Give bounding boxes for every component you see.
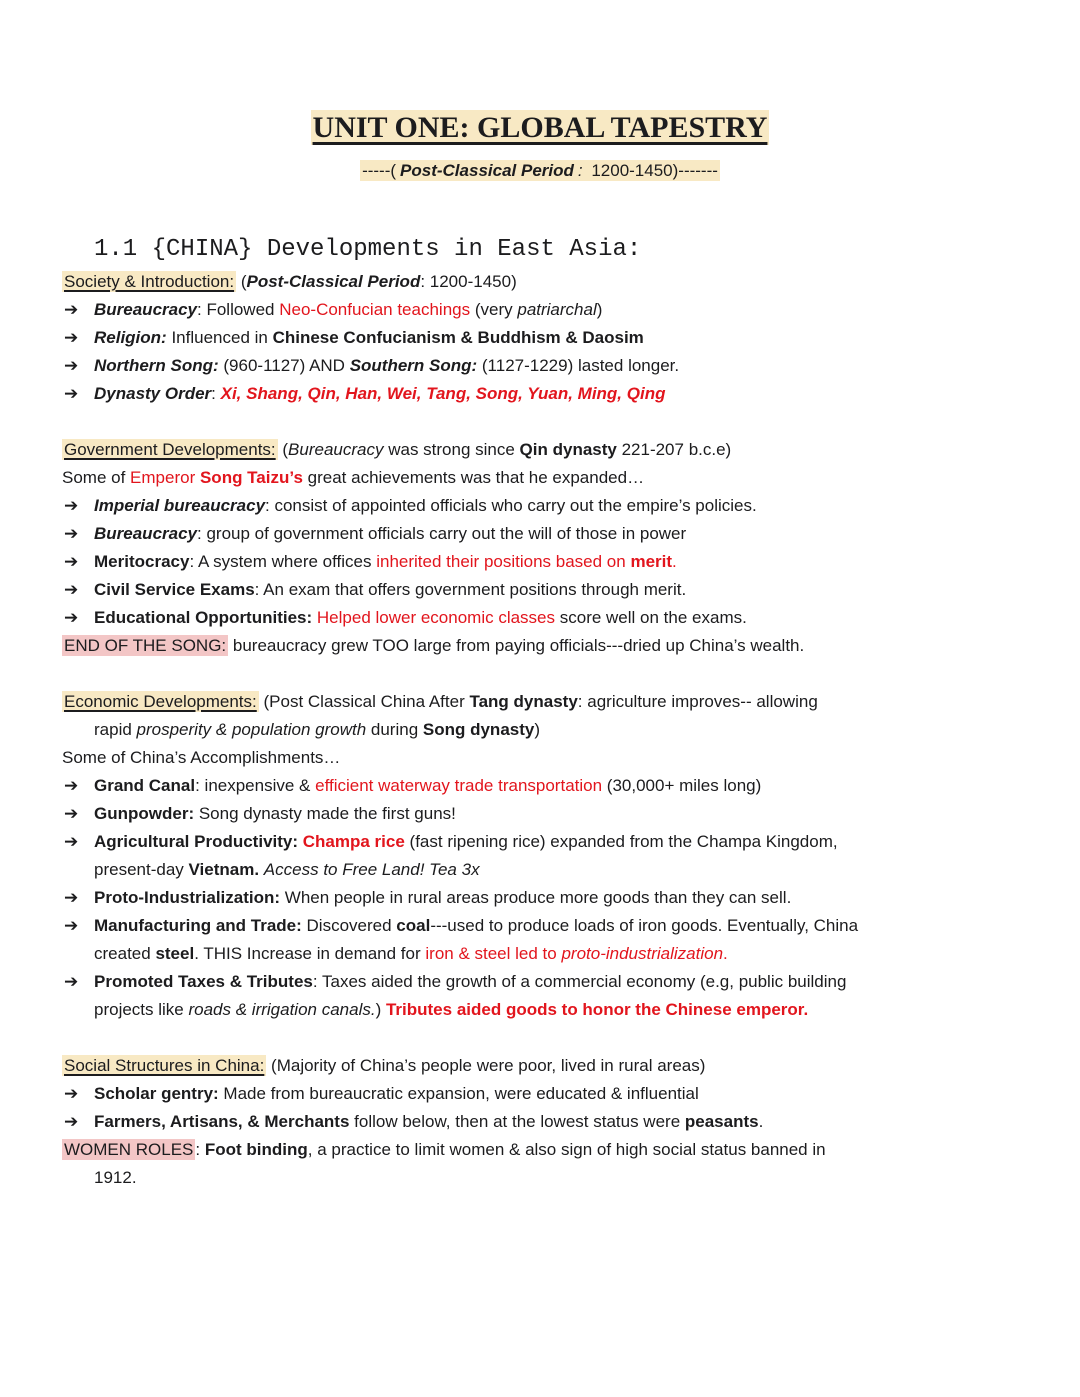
society-intro-heading	[62, 268, 1018, 296]
text-segment: roads & irrigation canals.	[188, 1000, 376, 1019]
text-segment: (very	[470, 300, 518, 319]
text-segment: : consist of appointed officials who carry out the empire’s policies.	[265, 496, 757, 515]
text-segment: Agricultural Productivity:	[94, 832, 299, 851]
text-segment: Educational Opportunities:	[94, 608, 313, 627]
bullet-taxes-tributes	[62, 968, 1018, 1024]
arrow-bullet-icon: ➔	[64, 804, 79, 823]
text-segment: 1200-1450)-------	[586, 161, 718, 180]
text-segment: created	[94, 944, 156, 963]
spacer	[62, 186, 1018, 232]
text-segment: coal	[396, 916, 431, 935]
text-segment: peasants	[684, 1112, 759, 1131]
doc-title	[62, 106, 1018, 150]
bullet-grand-canal	[62, 772, 1018, 800]
text-segment: Some of China’s Accomplishments…	[62, 748, 341, 767]
end-of-song-line	[62, 632, 1018, 660]
text-segment: Chinese Confucianism & Buddhism & Daosim	[272, 328, 644, 347]
section-heading-1-1	[62, 232, 1018, 268]
arrow-bullet-icon: ➔	[64, 552, 79, 571]
text-segment: Tang dynasty	[469, 692, 578, 711]
text-segment: )	[534, 720, 541, 739]
spacer	[62, 1024, 1018, 1052]
text-segment: WOMEN ROLES	[64, 1140, 194, 1159]
arrow-bullet-icon: ➔	[64, 524, 79, 543]
text-segment: :	[211, 384, 221, 403]
text-segment: UNIT ONE: GLOBAL TAPESTRY	[312, 111, 768, 144]
bullet-farmers-artisans-merchants	[62, 1108, 1018, 1136]
text-segment: :	[577, 161, 583, 180]
arrow-bullet-icon: ➔	[64, 1112, 79, 1131]
text-segment: (30,000+ miles long)	[602, 776, 762, 795]
text-segment: Discovered	[301, 916, 397, 935]
text-segment: iron & steel led to	[425, 944, 562, 963]
text-segment: Dynasty Order	[94, 384, 212, 403]
spacer	[62, 660, 1018, 688]
arrow-bullet-icon: ➔	[64, 916, 79, 935]
arrow-bullet-icon: ➔	[64, 608, 79, 627]
text-segment: Bureaucracy	[94, 300, 198, 319]
text-segment: Social Structures in China:	[64, 1056, 265, 1075]
text-segment: Civil Service Exams	[94, 580, 255, 599]
text-segment: 1.1 {CHINA} Developments in East Asia:	[94, 236, 642, 263]
text-segment: present-day	[94, 860, 189, 879]
text-segment: Promoted Taxes & Tributes	[94, 972, 313, 991]
text-segment: Economic Developments:	[64, 692, 257, 711]
bullet-imperial-bureaucracy	[62, 492, 1018, 520]
text-segment: , a practice to limit women & also sign of high social status banned in	[307, 1140, 826, 1159]
arrow-bullet-icon: ➔	[64, 972, 79, 991]
text-segment: Post-Classical Period	[400, 161, 574, 180]
text-segment: : Followed	[197, 300, 280, 319]
doc-subtitle	[62, 156, 1018, 186]
text-segment: Imperial bureaucracy	[94, 496, 266, 515]
text-segment: .	[672, 552, 677, 571]
arrow-bullet-icon: ➔	[64, 356, 79, 375]
arrow-bullet-icon: ➔	[64, 300, 79, 319]
text-segment: Foot binding	[204, 1140, 308, 1159]
text-segment: was strong since	[383, 440, 520, 459]
text-segment: Scholar gentry:	[94, 1084, 219, 1103]
arrow-bullet-icon: ➔	[64, 496, 79, 515]
text-segment: : Taxes aided the growth of a commercial economy (e.g, public building	[312, 972, 847, 991]
text-segment: Helped lower economic classes	[316, 608, 556, 627]
text-segment: merit	[630, 552, 673, 571]
text-segment: : 1200-1450)	[420, 272, 517, 291]
text-segment: projects like	[94, 1000, 189, 1019]
text-segment: Champa rice	[302, 832, 405, 851]
text-segment: (	[236, 272, 247, 291]
text-segment: (1127-1229) lasted longer.	[477, 356, 680, 375]
bullet-meritocracy	[62, 548, 1018, 576]
text-segment: rapid	[94, 720, 137, 739]
text-segment: Manufacturing and Trade:	[94, 916, 302, 935]
text-segment: Vietnam.	[188, 860, 260, 879]
arrow-bullet-icon: ➔	[64, 832, 79, 851]
text-segment: When people in rural areas produce more goods than they can sell.	[280, 888, 792, 907]
text-segment: : An exam that offers government positions through merit.	[254, 580, 687, 599]
text-segment: ---used to produce loads of iron goods. Eventually, China	[430, 916, 859, 935]
text-segment: )	[375, 1000, 386, 1019]
text-segment: : A system where offices	[189, 552, 377, 571]
text-segment: Qin dynasty	[519, 440, 617, 459]
text-segment: prosperity & population growth	[136, 720, 367, 739]
bullet-agricultural-productivity	[62, 828, 1018, 884]
bullet-scholar-gentry	[62, 1080, 1018, 1108]
bullet-religion	[62, 324, 1018, 352]
arrow-bullet-icon: ➔	[64, 888, 79, 907]
text-segment: during	[366, 720, 423, 739]
text-segment: Religion:	[94, 328, 167, 347]
social-structures-heading	[62, 1052, 1018, 1080]
text-segment: Bureaucracy	[94, 524, 198, 543]
text-segment: Bureaucracy	[288, 440, 384, 459]
text-segment: Influenced in	[166, 328, 273, 347]
text-segment: (960-1127) AND	[218, 356, 350, 375]
bullet-bureaucracy	[62, 296, 1018, 324]
text-segment: Song dynasty made the first guns!	[194, 804, 456, 823]
text-segment: bureaucracy grew TOO large from paying officials---dried up China’s wealth.	[228, 636, 805, 655]
text-segment: Song dynasty	[422, 720, 535, 739]
economic-developments-heading	[62, 688, 1018, 744]
text-segment: steel	[155, 944, 195, 963]
text-segment: Gunpowder:	[94, 804, 195, 823]
text-segment: 221-207 b.c.e)	[616, 440, 732, 459]
bullet-dynasty-order	[62, 380, 1018, 408]
text-segment: Meritocracy	[94, 552, 190, 571]
text-segment: Song Taizu’s	[199, 468, 303, 487]
text-segment: Proto-Industrialization:	[94, 888, 281, 907]
arrow-bullet-icon: ➔	[64, 384, 79, 403]
text-segment: (Majority of China’s people were poor, lived in rural areas)	[266, 1056, 706, 1075]
text-segment: Emperor	[130, 468, 200, 487]
text-segment: -----(	[362, 161, 397, 180]
text-segment: efficient waterway trade transportation	[315, 776, 603, 795]
text-segment: Post-Classical Period	[246, 272, 421, 291]
text-segment: Northern Song:	[94, 356, 219, 375]
accomplishments-line	[62, 744, 1018, 772]
text-segment: Southern Song:	[349, 356, 478, 375]
text-segment: patriarchal	[517, 300, 597, 319]
text-segment: Grand Canal	[94, 776, 196, 795]
text-segment: : agriculture improves-- allowing	[577, 692, 818, 711]
text-segment: END OF THE SONG:	[64, 636, 227, 655]
text-segment: : group of government officials carry out the will of those in power	[197, 524, 687, 543]
bullet-bureaucracy-2	[62, 520, 1018, 548]
text-segment: Neo-Confucian teachings	[279, 300, 471, 319]
text-segment: )	[596, 300, 603, 319]
text-segment: Some of	[62, 468, 131, 487]
text-segment: proto-industrialization	[561, 944, 724, 963]
text-segment: (Post Classical China After	[258, 692, 470, 711]
bullet-educational-opportunities	[62, 604, 1018, 632]
bullet-northern-song	[62, 352, 1018, 380]
arrow-bullet-icon: ➔	[64, 1084, 79, 1103]
government-developments-heading	[62, 436, 1018, 464]
bullet-gunpowder	[62, 800, 1018, 828]
song-taizu-line	[62, 464, 1018, 492]
text-segment: Tributes aided goods to honor the Chinese emperor.	[385, 1000, 809, 1019]
text-segment: Made from bureaucratic expansion, were educated & influential	[218, 1084, 699, 1103]
text-segment: score well on the exams.	[555, 608, 747, 627]
text-segment: Society & Introduction:	[64, 272, 235, 291]
text-segment: Farmers, Artisans, & Merchants	[94, 1112, 350, 1131]
text-segment: Government Developments:	[64, 440, 276, 459]
text-segment: inherited their positions based on	[376, 552, 631, 571]
text-segment: :	[195, 1140, 205, 1159]
document-body	[62, 106, 1018, 1192]
text-segment: great achievements was that he expanded…	[302, 468, 645, 487]
bullet-manufacturing-trade	[62, 912, 1018, 968]
text-segment: . THIS Increase in demand for	[194, 944, 426, 963]
text-segment: Access to Free Land! Tea 3x	[263, 860, 480, 879]
text-segment: Xi, Shang, Qin, Han, Wei, Tang, Song, Yuan, Ming, Qing	[220, 384, 666, 403]
text-segment: : inexpensive &	[195, 776, 316, 795]
arrow-bullet-icon: ➔	[64, 328, 79, 347]
women-roles-line	[62, 1136, 1018, 1192]
bullet-proto-industrialization	[62, 884, 1018, 912]
text-segment: 1912.	[94, 1168, 137, 1187]
arrow-bullet-icon: ➔	[64, 776, 79, 795]
text-segment: .	[758, 1112, 764, 1131]
bullet-civil-service-exams	[62, 576, 1018, 604]
spacer	[62, 408, 1018, 436]
text-segment: (fast ripening rice) expanded from the Champa Kingdom,	[404, 832, 838, 851]
arrow-bullet-icon: ➔	[64, 580, 79, 599]
text-segment: (	[277, 440, 289, 459]
text-segment: .	[723, 944, 728, 963]
text-segment: follow below, then at the lowest status were	[349, 1112, 685, 1131]
